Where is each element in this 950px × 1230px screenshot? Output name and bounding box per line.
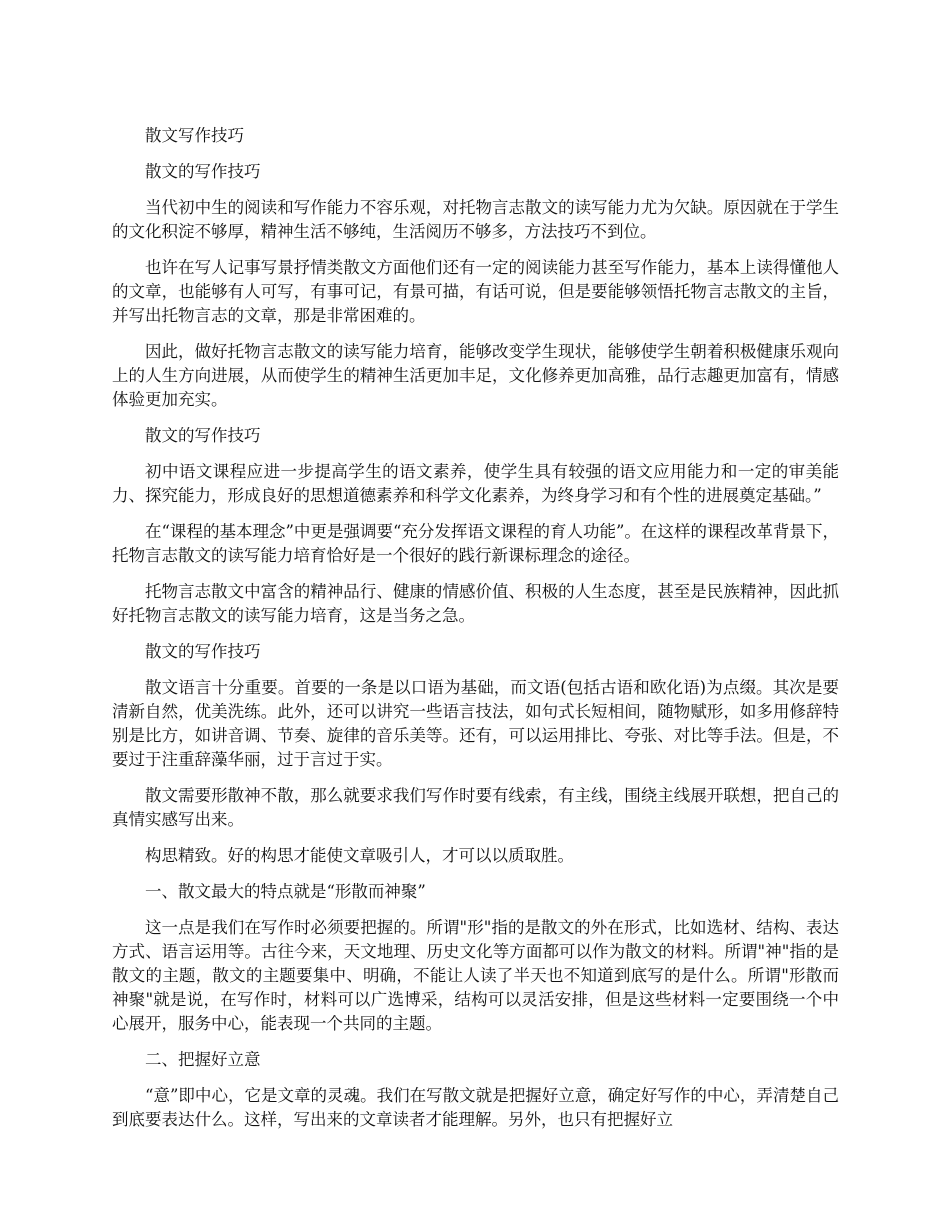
- body-paragraph: 这一点是我们在写作时必须要把握的。所谓"形"指的是散文的外在形式，比如选材、结构、表达方式、语言运用等。古往今来，天文地理、历史文化等方面都可以作为散文的材料。所谓"神"指的是散文的主题，散文的主题要集中、明确，不能让人读了半天也不知道到底写的是什么。所谓"形散而神聚"就是说，在写作时，材料可以广选博采，结构可以灵活安排，但是这些材料一定要围绕一个中心展开，服务中心，能表现一个共同的主题。: [112, 918, 839, 1033]
- section-heading: 二、把握好立意: [145, 1050, 261, 1069]
- body-paragraph: 散文语言十分重要。首要的一条是以口语为基础，而文语(包括古语和欧化语)为点缀。其次是要清新自然，优美洗练。此外，还可以讲究一些语言技法，如句式长短相间，随物赋形，如多用修辞特别是比方，如讲音调、节奏、旋律的音乐美等。还有，可以运用排比、夸张、对比等手法。但是，不要过于注重辞藻华丽，过于言过于实。: [112, 678, 839, 769]
- body-paragraph: 也许在写人记事写景抒情类散文方面他们还有一定的阅读能力甚至写作能力，基本上读得懂他人的文章，也能够有人可写，有事可记，有景可描，有话可说，但是要能够领悟托物言志散文的主旨，并写出托物言志的文章，那是非常困难的。: [112, 258, 839, 325]
- body-paragraph: 散文需要形散神不散，那么就要求我们写作时要有线索，有主线，围绕主线展开联想，把自己的真情实感写出来。: [112, 786, 839, 829]
- body-paragraph: 构思精致。好的构思才能使文章吸引人，才可以以质取胜。: [145, 846, 574, 865]
- body-paragraph: 在“课程的基本理念”中更是强调要“充分发挥语文课程的育人功能”。在这样的课程改革背景下，托物言志散文的读写能力培育恰好是一个很好的践行新课标理念的途径。: [112, 522, 839, 565]
- body-paragraph: 初中语文课程应进一步提高学生的语文素养，使学生具有较强的语文应用能力和一定的审美能力、探究能力，形成良好的思想道德素养和科学文化素养，为终身学习和有个性的进展奠定基础。”: [112, 462, 839, 505]
- section-heading: 散文的写作技巧: [145, 426, 261, 445]
- body-paragraph: “意”即中心，它是文章的灵魂。我们在写散文就是把握好立意，确定好写作的中心，弄清楚自己到底要表达什么。这样，写出来的文章读者才能理解。另外，也只有把握好立: [112, 1086, 839, 1129]
- body-paragraph: 当代初中生的阅读和写作能力不容乐观，对托物言志散文的读写能力尤为欠缺。原因就在于学生的文化积淀不够厚，精神生活不够纯，生活阅历不够多，方法技巧不到位。: [112, 198, 839, 241]
- section-heading: 散文的写作技巧: [145, 162, 261, 181]
- body-paragraph: 因此，做好托物言志散文的读写能力培育，能够改变学生现状，能够使学生朝着积极健康乐观向上的人生方向进展，从而使学生的精神生活更加丰足，文化修养更加高雅，品行志趣更加富有，情感体验更加充实。: [112, 342, 839, 409]
- document-page: [112, 124, 839, 1144]
- body-paragraph: 托物言志散文中富含的精神品行、健康的情感价值、积极的人生态度，甚至是民族精神，因此抓好托物言志散文的读写能力培育，这是当务之急。: [112, 582, 839, 625]
- document-title: 散文写作技巧: [145, 126, 244, 145]
- section-heading: 一、散文最大的特点就是“形散而神聚”: [145, 882, 426, 901]
- section-heading: 散文的写作技巧: [145, 642, 261, 661]
